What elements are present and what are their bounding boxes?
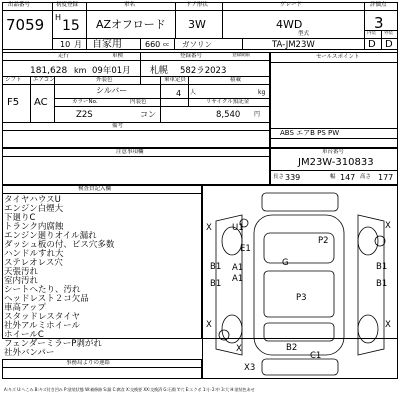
grade-label: グレード [280,2,303,8]
wheel-rear-left [222,315,242,343]
exterior-label: 外装 [384,31,393,36]
cc-unit: cc [163,42,170,48]
report-item: 車高アップ [4,303,46,313]
report-item: 社外バンパー [4,348,55,358]
damage-mark: B1 [376,279,388,289]
mileage: 181,628 [30,66,68,76]
displacement: 660 [145,40,161,49]
capacity: 4 [176,89,182,98]
damage-mark: P2 [318,236,329,246]
contact-label: 事務局よりの連絡 [66,360,111,366]
report-item: ダッシュ板の付、ビス穴多数 [4,240,115,250]
report-item: スタッドレスタイヤ [4,312,81,322]
rear-window [264,323,334,341]
report-item: エンジン白煙大 [4,204,64,214]
interior-grade: D [368,39,376,50]
height-label: 高さ [360,174,372,180]
damage-circle [375,236,385,246]
grade: 4WD [276,18,303,31]
report-item: ホイールC [4,330,44,340]
damage-mark: X [206,223,212,233]
recycle-unit: 円 [254,111,261,118]
width-label: 幅 [330,174,336,180]
capacity-unit: 人 [190,89,197,96]
damage-mark: B1 [210,279,222,289]
sales-point-label: セールスポイント [316,54,360,60]
doors-label: ドア形状 [186,2,208,8]
damage-mark: C1 [310,351,322,361]
plate-area: 札幌 [150,66,169,76]
interior-label: 内装 [367,31,376,36]
damage-mark: E1 [240,244,251,254]
year: 15 [62,18,80,34]
recycle: 8,540 [216,110,241,120]
damage-mark: B1 [376,262,388,272]
color-label: 外装色 [96,77,113,83]
month-unit: 月 [74,40,82,49]
length-label: 長さ [273,174,285,180]
interior-color-label: 内装色 [130,99,147,105]
wheel-rear-right [358,315,378,343]
doors: 3W [188,18,206,31]
plate-label: 登録番号 [180,53,203,59]
report-item: 下廻りC [4,213,36,223]
report-item: シートへたり、汚れ [4,285,81,295]
registration-label: 登録期限 [232,53,250,58]
damage-mark: X [385,320,391,330]
color-no-label: カラーNo. [72,99,98,105]
inspector-label: 注意事項欄 [116,149,144,155]
chassis-number: JM23W-310833 [298,157,374,168]
report-item: フェンダーミラーP剥がれ [4,339,102,349]
report-item: エンジン廻りオイル漏れ [4,231,97,241]
report-item: トランク内腐蝕 [4,222,64,232]
report-item: 社外アルミホイール [4,321,80,331]
report-item: ヘッドレスト２コ欠品 [4,294,89,304]
report-item: ステレオレス穴 [4,258,63,268]
ac: AC [34,97,48,108]
damage-mark: P3 [296,293,307,303]
chassis-label: 車台番号 [322,149,345,155]
report-item: ハンドルすれ大 [4,249,64,259]
capacity-label: 乗車定員 [164,77,187,83]
damage-mark: X3 [244,363,256,373]
model: TA-JM23W [272,40,315,50]
score: 3 [374,14,384,32]
notes-label: 備考 [112,123,124,129]
color-no: Z2S [76,110,93,120]
inspection: 09年01月 [92,66,131,76]
recycle-label: リサイクル預託金 [206,99,250,105]
damage-mark: B2 [286,343,298,353]
lot-number: 7059 [6,16,45,34]
load-unit: kg [258,89,266,96]
height: 177 [378,173,394,182]
plate-number: 582ラ2023 [180,66,227,76]
era: H [55,13,62,22]
length: 339 [285,173,301,182]
ac-label: エアコン [33,77,55,83]
width: 147 [340,173,356,182]
load-label: 積載 [230,77,242,83]
damage-circle [219,330,229,340]
report-item: 天張汚れ [4,267,39,277]
exterior-grade: D [385,39,393,50]
damage-mark: A1 [232,274,244,284]
car-name: AZオフロード [96,18,166,31]
fuel: ガソリン [182,40,212,49]
car-body-outline [254,215,344,355]
rear-view [262,359,338,375]
damage-legend: A:キズ U:へこみ B:キズ付き凹み P:塗装状態 W:補修跡 S:錆 C:腐食 X:交換要 XX:交換済 G:石傷 Y:穴 E:エクボ 1:小 2:中 3:大 H:塗装色あせ [4,387,255,392]
model-label: 型式 [298,31,310,37]
damage-mark: U1 [232,223,244,233]
year-label: 初度登録 [56,2,79,8]
usage: 自家用 [92,39,122,50]
mileage-label: 走行 [58,53,70,59]
inspection-label: 車検 [112,53,124,59]
interior-color: コン [140,110,156,119]
month: 10 [60,40,71,49]
damage-mark: X [206,320,212,330]
score-label: 評価点 [370,2,387,8]
equipment: ABS エアB PS PW [280,129,340,137]
damage-mark: X [236,344,242,354]
report-label: 検査員記入欄 [78,186,112,192]
report-item: タイヤハウスU [4,195,61,205]
lot-label: 出品番号 [8,2,31,8]
front-view [262,193,338,211]
car-name-label: 車名 [124,2,136,8]
shift: F5 [7,97,20,108]
report-item: 室内汚れ [4,276,39,286]
damage-mark: G [282,258,289,268]
shift-label: シフト [5,77,22,83]
color: シルバー [96,86,128,95]
damage-mark: X [385,221,391,231]
mileage-unit: km [74,66,87,75]
damage-mark: B1 [210,262,222,272]
damage-mark: A1 [232,263,244,273]
